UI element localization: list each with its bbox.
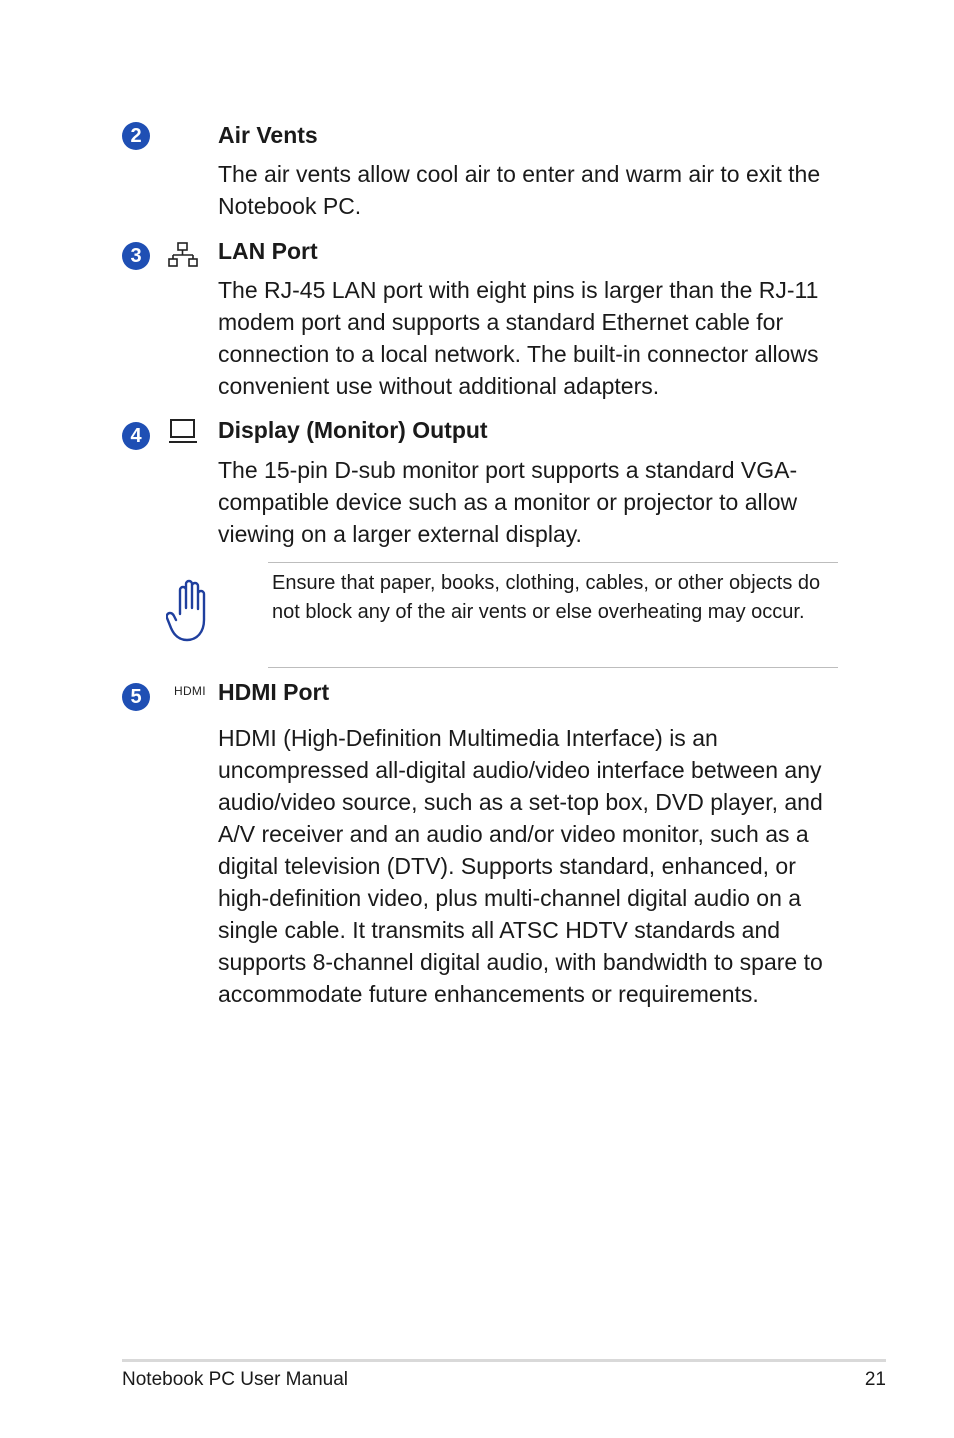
- hdmi-icon: HDMI: [174, 684, 206, 698]
- section-title: Air Vents: [218, 122, 318, 148]
- item-number-badge: 2: [122, 122, 150, 150]
- item-number-badge: 3: [122, 242, 150, 270]
- section-body: The 15-pin D-sub monitor port supports a standard VGA-compatible device such as a monitor or projector to allow viewing on a larger external display.: [218, 457, 798, 547]
- footer-rule: [122, 1359, 886, 1362]
- lan-icon: [168, 242, 198, 273]
- item-number-badge: 5: [122, 683, 150, 711]
- hand-caution-icon: [166, 576, 216, 649]
- caution-note: [268, 562, 838, 668]
- section-body: HDMI (High-Definition Multimedia Interface) is an uncompressed all-digital audio/video interface between any audio/video source, such as a set-top box, DVD player, and A/V receiver and an audio and/or video monitor, such as a digital television (DTV). Supports standard, enhanced, or high-definition video, plus multi-channel digital audio on a single cable. It transmits all ATSC HDTV standards and supports 8-channel digital audio, with bandwidth to spare to accommodate future enhancements or requirements.: [218, 725, 823, 1007]
- item-number-badge: 4: [122, 422, 150, 450]
- page-number: 21: [864, 1369, 886, 1390]
- caution-note-text: Ensure that paper, books, clothing, cables, or other objects do not block any of the air vents or else overheating may occur.: [272, 572, 821, 623]
- section-title: HDMI Port: [218, 679, 330, 705]
- section-body: The RJ-45 LAN port with eight pins is larger than the RJ-11 modem port and supports a standard Ethernet cable for connection to a local network. The built-in connector allows convenient use without additional adapters.: [218, 277, 819, 399]
- monitor-icon: [168, 418, 198, 451]
- section-title: Display (Monitor) Output: [218, 417, 488, 443]
- footer-manual-title: Notebook PC User Manual: [122, 1369, 348, 1390]
- section-title: LAN Port: [218, 238, 318, 264]
- section-body: The air vents allow cool air to enter and warm air to exit the Notebook PC.: [218, 161, 821, 219]
